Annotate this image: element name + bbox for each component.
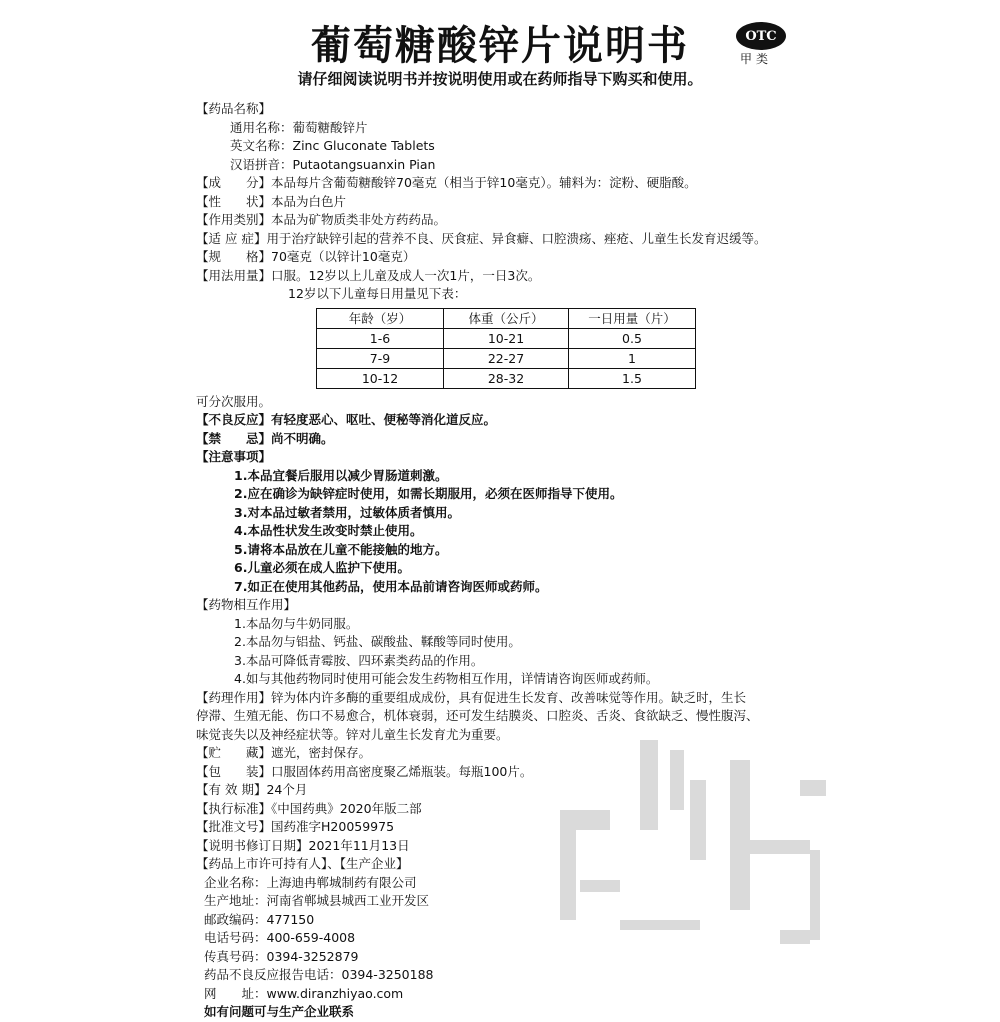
print-artifact-pattern xyxy=(560,740,860,970)
company-postal-code: 邮政编码：477150 xyxy=(204,911,315,927)
table-row xyxy=(317,368,696,388)
interaction-item: 4.如与其他药物同时使用可能会发生药物相互作用，详情请咨询医师或药师。 xyxy=(234,671,659,686)
dosage-note: 可分次服用。 xyxy=(196,393,272,409)
otc-class-label: 甲类 xyxy=(740,52,773,66)
section-drug-name-heading: 【药品名称】 xyxy=(196,101,272,116)
company-name: 企业名称：上海迪冉郸城制药有限公司 xyxy=(204,874,417,890)
table-header-cell: 年龄（岁） xyxy=(317,308,444,328)
dosage-table-intro: 12岁以下儿童每日用量见下表： xyxy=(288,286,467,301)
interaction-item: 1.本品勿与牛奶同服。 xyxy=(234,615,359,631)
table-row xyxy=(317,348,696,368)
table-cell: 7-9 xyxy=(317,348,444,368)
table-cell: 22-27 xyxy=(444,348,569,368)
precaution-item: 7.如正在使用其他药品，使用本品前请咨询医师或药师。 xyxy=(234,578,548,594)
table-cell: 1-6 xyxy=(317,328,444,348)
table-row xyxy=(317,328,696,348)
precaution-item: 3.对本品过敏者禁用，过敏体质者慎用。 xyxy=(234,504,460,520)
document-title: 葡萄糖酸锌片说明书 xyxy=(311,22,689,69)
section-storage: 【贮 藏】遮光，密封保存。 xyxy=(196,745,372,760)
section-adverse: 【不良反应】有轻度恶心、呕吐、便秘等消化道反应。 xyxy=(196,412,497,427)
section-interactions-heading: 【药物相互作用】 xyxy=(196,597,297,612)
section-specification: 【规 格】70毫克（以锌计10毫克） xyxy=(196,249,416,264)
pharmacology-line: 味觉丧失以及神经症状等。锌对儿童生长发育尤为重要。 xyxy=(196,726,509,742)
table-cell: 10-21 xyxy=(444,328,569,348)
reading-instruction: 请仔细阅读说明书并按说明使用或在药师指导下购买和使用。 xyxy=(297,70,703,88)
precaution-item: 6.儿童必须在成人监护下使用。 xyxy=(234,560,410,575)
section-revision-date: 【说明书修订日期】2021年11月13日 xyxy=(196,837,410,853)
company-fax: 传真号码：0394-3252879 xyxy=(204,948,359,964)
section-precautions-heading: 【注意事项】 xyxy=(196,449,272,464)
interaction-item: 3.本品可降低青霉胺、四环素类药品的作用。 xyxy=(234,652,484,668)
section-ingredients: 【成 分】本品每片含葡萄糖酸锌70毫克（相当于锌10毫克）。辅料为：淀粉、硬脂酸。 xyxy=(196,175,697,190)
pinyin-name-row: 汉语拼音：Putaotangsuanxin Pian xyxy=(230,156,436,172)
table-cell: 0.5 xyxy=(569,328,696,348)
table-header-row xyxy=(317,308,696,328)
table-header-cell: 一日用量（片） xyxy=(569,308,696,328)
otc-badge: OTC xyxy=(736,22,786,50)
section-company-heading: 【药品上市许可持有人】、【生产企业】 xyxy=(196,856,409,871)
section-category: 【作用类别】本品为矿物质类非处方药药品。 xyxy=(196,212,447,227)
contact-note: 如有问题可与生产企业联系 xyxy=(204,1004,355,1019)
pediatric-dosage-table xyxy=(316,308,696,389)
section-appearance: 【性 状】本品为白色片 xyxy=(196,193,347,209)
table-cell: 1.5 xyxy=(569,368,696,388)
adverse-report-phone: 药品不良反应报告电话：0394-3250188 xyxy=(204,967,434,982)
pharmacology-line: 停滞、生殖无能、伤口不易愈合，机体衰弱，还可发生结膜炎、口腔炎、舌炎、食欲缺乏、慢性腹泻、 xyxy=(196,708,759,723)
section-dosage: 【用法用量】口服。12岁以上儿童及成人一次1片，一日3次。 xyxy=(196,267,541,283)
section-pharmacology: 【药理作用】锌为体内许多酶的重要组成成份，具有促进生长发育、改善味觉等作用。缺乏时，生长 xyxy=(196,689,747,705)
table-cell: 10-12 xyxy=(317,368,444,388)
interaction-item: 2.本品勿与铝盐、钙盐、碳酸盐、鞣酸等同时使用。 xyxy=(234,634,521,649)
precaution-item: 2.应在确诊为缺锌症时使用，如需长期服用，必须在医师指导下使用。 xyxy=(234,486,623,501)
section-approval: 【批准文号】国药准字H20059975 xyxy=(196,819,395,834)
precaution-item: 4.本品性状发生改变时禁止使用。 xyxy=(234,523,423,538)
section-validity: 【有 效 期】24个月 xyxy=(196,782,308,797)
english-name-row: 英文名称：Zinc Gluconate Tablets xyxy=(230,138,435,153)
generic-name-row: 通用名称：葡萄糖酸锌片 xyxy=(230,119,368,135)
company-website: 网 址：www.diranzhiyao.com xyxy=(204,985,404,1001)
company-phone: 电话号码：400-659-4008 xyxy=(204,930,356,945)
table-cell: 1 xyxy=(569,348,696,368)
precaution-item: 5.请将本品放在儿童不能接触的地方。 xyxy=(234,541,448,557)
table-header-cell: 体重（公斤） xyxy=(444,308,569,328)
company-address: 生产地址：河南省郸城县城西工业开发区 xyxy=(204,893,430,908)
section-contraindications: 【禁 忌】尚不明确。 xyxy=(196,430,334,446)
table-cell: 28-32 xyxy=(444,368,569,388)
section-indications: 【适 应 症】用于治疗缺锌引起的营养不良、厌食症、异食癖、口腔溃疡、痤疮、儿童生长发育迟缓等。 xyxy=(196,230,767,246)
precaution-item: 1.本品宜餐后服用以减少胃肠道刺激。 xyxy=(234,467,448,483)
section-standard: 【执行标准】《中国药典》2020年版二部 xyxy=(196,800,422,816)
section-packaging: 【包 装】口服固体药用高密度聚乙烯瓶装。每瓶100片。 xyxy=(196,763,533,779)
